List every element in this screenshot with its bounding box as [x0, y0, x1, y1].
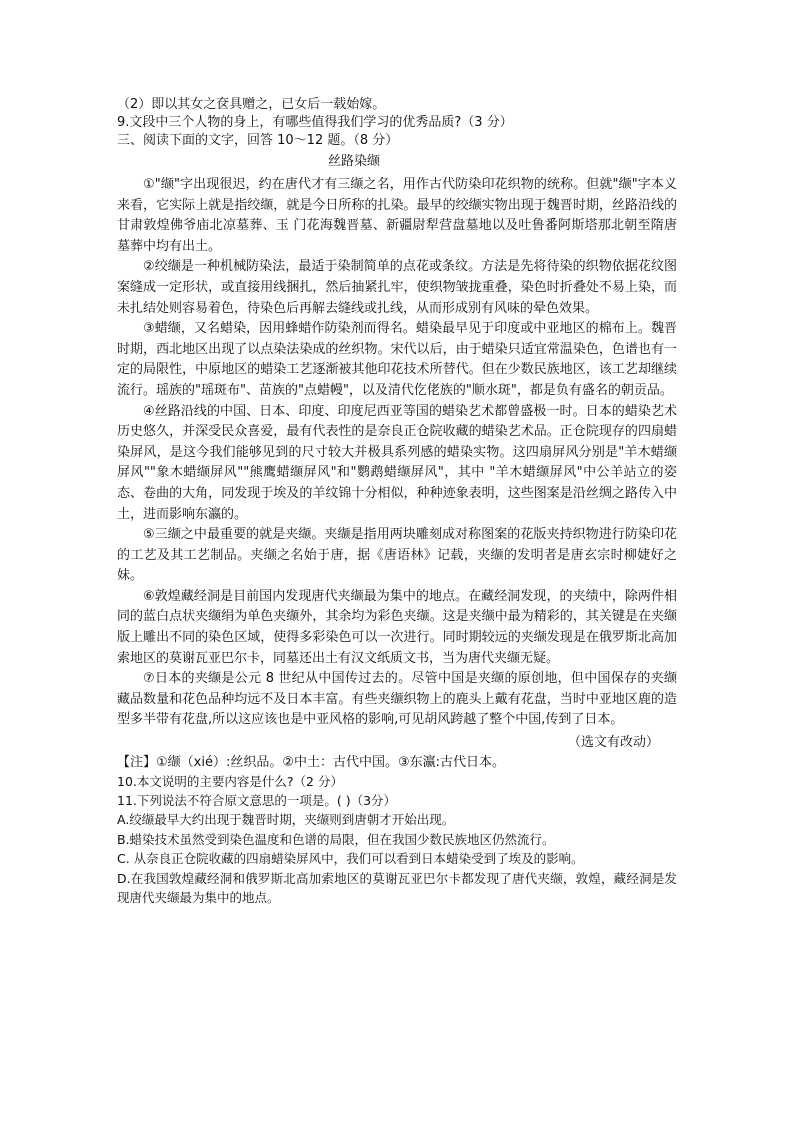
article-paragraph-2: ②绞缬是一种机械防染法，最适于染制简单的点花或条纹。方法是先将待染的织物依据花纹图案缝成一定形状，或直接用线捆扎，然后抽紧扎牢，使织物皱拢重叠，染色时折叠处不易上染，而未扎结处则容易着色，待染色后再解去缝线或扎线，从而形成别有风味的晕色效果。: [117, 259, 677, 316]
source-note: （选文有改动）: [567, 735, 659, 751]
article-paragraph-6: ⑥敦煌藏经洞是目前国内发现唐代夹缬最为集中的地点。在藏经洞发现，的夹绩中，除两件相同的蓝白点状夹缬绢为单色夹缬外，其余均为彩色夹缬。这是夹缬中最为精彩的，其关键是在夹缬版上雕出不同的染色区域，使得多彩染色可以一次进行。同时期较远的夹缬发现是在俄罗斯北高加索地区的莫谢瓦亚巴尔卡，同墓还出土有汉文纸质文书，当为唐代夹缬无疑。: [117, 588, 677, 666]
article-paragraph-1: ①"缬"字出现很迟，约在唐代才有三缬之名，用作古代防染印花织物的统称。但就"缬"字本义来看，它实际上就是指绞缬，就是今日所称的扎染。最早的绞缬实物出现于魏晋时期，丝路沿线的甘肃敦煌佛爷庙北凉墓葬、玉 门花海魏晋墓、新疆尉犁营盘墓地以及吐鲁番阿斯塔那北朝至隋唐墓葬中均有出土。: [117, 177, 677, 254]
article-paragraph-7: ⑦日本的夹缬是公元 8 世纪从中国传过去的。尽管中国是夹缬的原创地，但中国保存的夹缬藏品数量和花色品种均远不及日本丰富。有些夹缬织物上的鹿头上戴有花盘，当时中亚地区鹿的造型多半带有花盘,所以这应该也是中亚风格的影响,可见胡风跨越了整个中国,传到了日本。: [117, 671, 677, 728]
article-paragraph-3: ③蜡缬，又名蜡染，因用蜂蜡作防染剂而得名。蜡染最早见于印度或中亚地区的棉布上。魏晋时期，西北地区出现了以点染法染成的丝织物。宋代以后，由于蜡染只适宜常温染色，色谱也有一定的局限性，中原地区的蜡染工艺逐渐被其他印花技术所替代。但在少数民族地区，该工艺却继续流行。瑶族的"瑶斑布"、苗族的"点蜡幔"，以及清代仡佬族的"顺水斑"，都是负有盛名的朝贡品。: [117, 321, 677, 398]
annotation-note: 【注】①缬（xié）:丝织品。②中土：古代中国。③东瀛:古代日本。: [117, 755, 506, 771]
section-heading: 三、阅读下面的文字，回答 10～12 题。（8 分）: [117, 133, 399, 148]
article-paragraph-4: ④丝路沿线的中国、日本、印度、印度尼西亚等国的蜡染艺术都曾盛极一时。日本的蜡染艺术历史悠久，并深受民众喜爱，最有代表性的是奈良正仓院收藏的蜡染艺术品。正仓院现存的四扇蜡染屏风，是这今我们能够见到的尺寸较大并极具系列感的蜡染实物。这四扇屏风分别是"羊木蜡缬屏风""象木蜡缬屏风""熊鹰蜡缬屏风"和"鹦鹉蜡缬屏风"，其中 "羊木蜡缬屏风"中公羊站立的姿态、卷曲的大角，同发现于埃及的羊纹锦十分相似，种种迹象表明，这些图案是沿丝绸之路传入中土，进而影响东瀛的。: [117, 403, 677, 522]
article-title: 丝路染缬: [328, 154, 381, 169]
intro-line-1: （2）即以其女之奁具赠之，已女后一载始嫁。: [117, 97, 386, 112]
option-a: A.绞缬最早大约出现于魏晋时期，夹缬则到唐朝才开始出现。: [117, 812, 455, 828]
option-b: B.蜡染技术虽然受到染色温度和色谱的局限，但在我国少数民族地区仍然流行。: [117, 831, 555, 847]
document-page: [117, 96, 677, 908]
question-9: 9.文段中三个人物的身上，有哪些值得我们学习的优秀品质?（3 分）: [117, 115, 513, 130]
question-11: 11.下列说法不符合原文意思的一项是。( )（3分）: [117, 793, 397, 809]
question-10: 10.本文说明的主要内容是什么?（2 分）: [117, 774, 343, 790]
option-c: C. 从奈良正仓院收藏的四扇蜡染屏风中，我们可以看到日本蜡染受到了埃及的影响。: [117, 851, 584, 867]
option-d: D.在我国敦煌藏经洞和俄罗斯北高加索地区的莫谢瓦亚巴尔卡都发现了唐代夹缬，敦煌，藏经洞是发现唐代夹缬最为集中的地点。: [117, 870, 677, 906]
article-paragraph-5: ⑤三缬之中最重要的就是夹缬。夹缬是指用两块雕刻成对称图案的花版夹持织物进行防染印花的工艺及其工艺制品。夹缬之名始于唐，据《唐语林》记载，夹缬的发明者是唐玄宗时柳婕好之妹。: [117, 527, 677, 584]
